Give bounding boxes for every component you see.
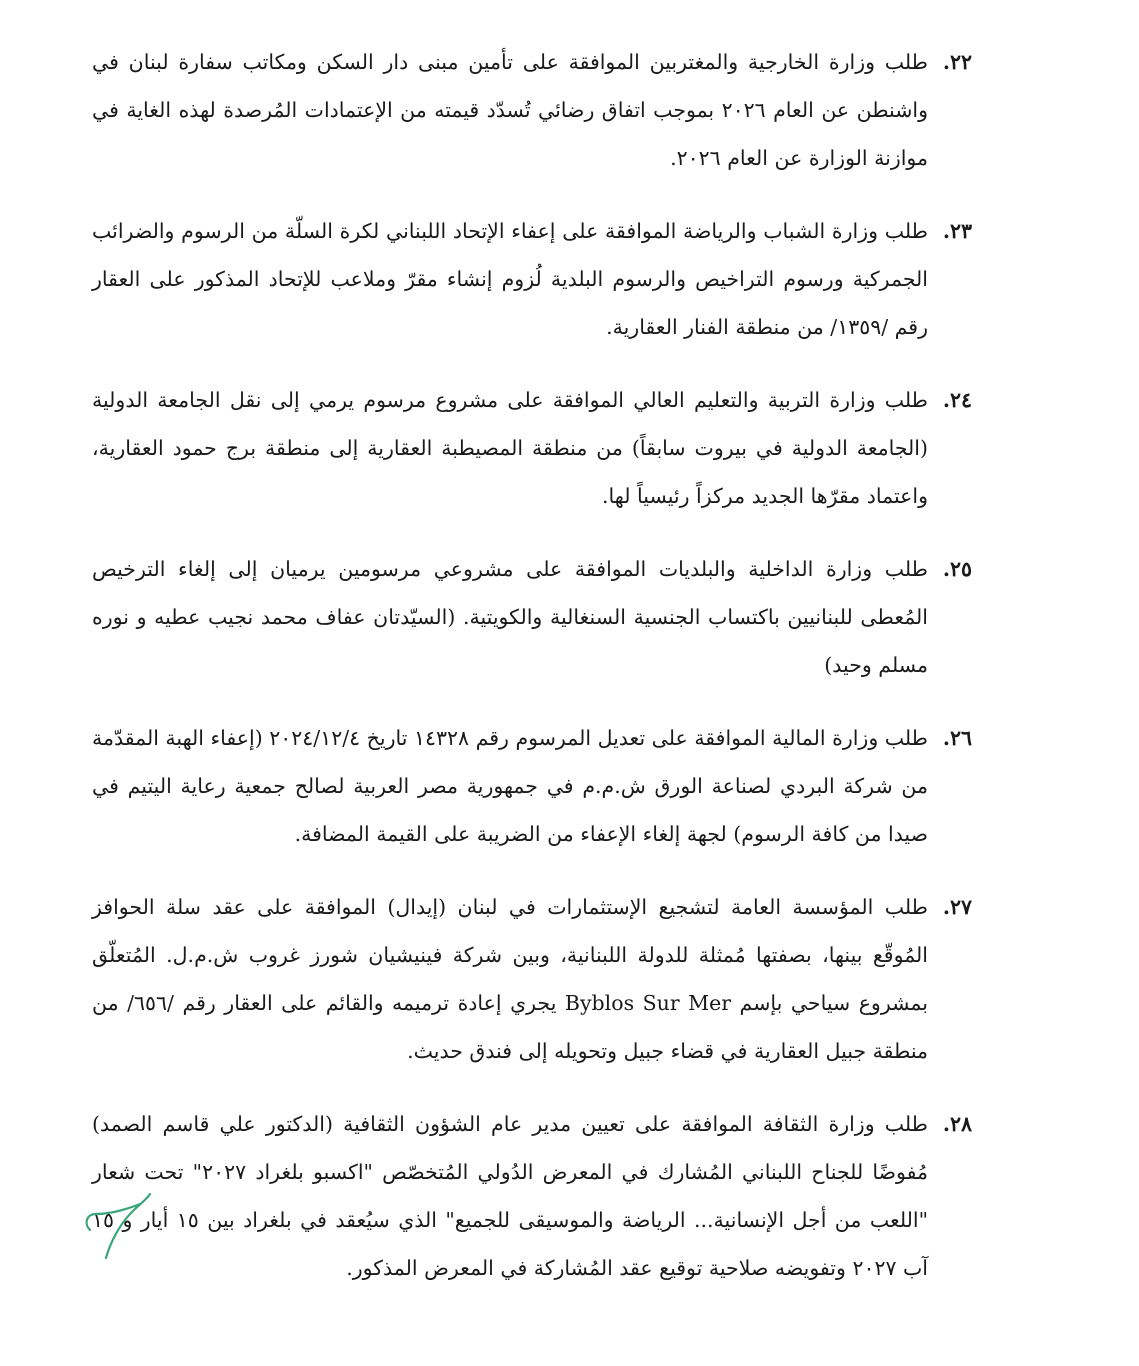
item-text: طلب وزارة الداخلية والبلديات الموافقة على مشروعي مرسومين يرميان إلى إلغاء الترخيص المُعطى للبنانيين باكتساب الجنسية السنغالية والكويتية. (السيّدتان عفاف محمد نجيب عطيه و نوره مسلم وحيد) — [92, 557, 928, 677]
item-number: ٢٨. — [942, 1112, 972, 1136]
agenda-item-22 — [92, 38, 972, 182]
item-text: طلب المؤسسة العامة لتشجيع الإستثمارات في لبنان (إيدال) الموافقة على عقد سلة الحوافز المُوقّع بينها، بصفتها مُمثلة للدولة اللبنانية، وبين شركة فينيشيان شورز غروب ش.م.ل. المُتعلّق بمشروع سياحي بإسم Byblos Sur Mer يجري إعادة ترميمه والقائم على العقار رقم /٦٥٦/ من منطقة جبيل العقارية في قضاء جبيل وتحويله إلى فندق حديث. — [92, 895, 928, 1063]
item-text: طلب وزارة الثقافة الموافقة على تعيين مدير عام الشؤون الثقافية (الدكتور علي قاسم الصمد) مُفوضًا للجناح اللبناني المُشارك في المعرض الدُولي المُتخصّص "اكسبو بلغراد ٢٠٢٧" تحت شعار "اللعب من أجل الإنسانية... الرياضة والموسيقى للجميع" الذي سيُعقد في بلغراد بين ١٥ أيار و ١٥ آب ٢٠٢٧ وتفويضه صلاحية توقيع عقد المُشاركة في المعرض المذكور. — [92, 1112, 928, 1280]
item-number: ٢٢. — [942, 50, 972, 74]
item-text: طلب وزارة المالية الموافقة على تعديل المرسوم رقم ١٤٣٢٨ تاريخ ٢٠٢٤/١٢/٤ (إعفاء الهبة المقدّمة من شركة البردي لصناعة الورق ش.م.م في جمهورية مصر العربية لصالح جمعية رعاية اليتيم في صيدا من كافة الرسوم) لجهة إلغاء الإعفاء من الضريبة على القيمة المضافة. — [92, 726, 928, 846]
agenda-item-23 — [92, 207, 972, 351]
item-number: ٢٦. — [942, 726, 972, 750]
item-number: ٢٥. — [942, 557, 972, 581]
agenda-item-27 — [92, 883, 972, 1075]
item-number: ٢٣. — [942, 219, 972, 243]
item-text: طلب وزارة الشباب والرياضة الموافقة على إعفاء الإتحاد اللبناني لكرة السلّة من الرسوم والضرائب الجمركية ورسوم التراخيص والرسوم البلدية لُزوم إنشاء مقرّ وملاعب للإتحاد المذكور على العقار رقم /١٣٥٩/ من منطقة الفنار العقارية. — [92, 219, 928, 339]
handwritten-signature — [80, 1188, 154, 1260]
item-text: طلب وزارة الخارجية والمغتربين الموافقة على تأمين مبنى دار السكن ومكاتب سفارة لبنان في واشنطن عن العام ٢٠٢٦ بموجب اتفاق رضائي تُسدّد قيمته من الإعتمادات المُرصدة لهذه الغاية في موازنة الوزارة عن العام ٢٠٢٦. — [92, 50, 929, 170]
item-number: ٢٤. — [942, 388, 972, 412]
agenda-items-list — [92, 38, 972, 1317]
item-text: طلب وزارة التربية والتعليم العالي الموافقة على مشروع مرسوم يرمي إلى نقل الجامعة الدولية (الجامعة الدولية في بيروت سابقاً) من منطقة المصيطبة العقارية إلى منطقة برج حمود العقارية، واعتماد مقرّها الجديد مركزاً رئيسياً لها. — [92, 388, 928, 508]
agenda-item-25 — [92, 545, 972, 689]
agenda-item-26 — [92, 714, 972, 858]
agenda-item-24 — [92, 376, 972, 520]
agenda-item-28 — [92, 1100, 972, 1292]
item-number: ٢٧. — [942, 895, 972, 919]
